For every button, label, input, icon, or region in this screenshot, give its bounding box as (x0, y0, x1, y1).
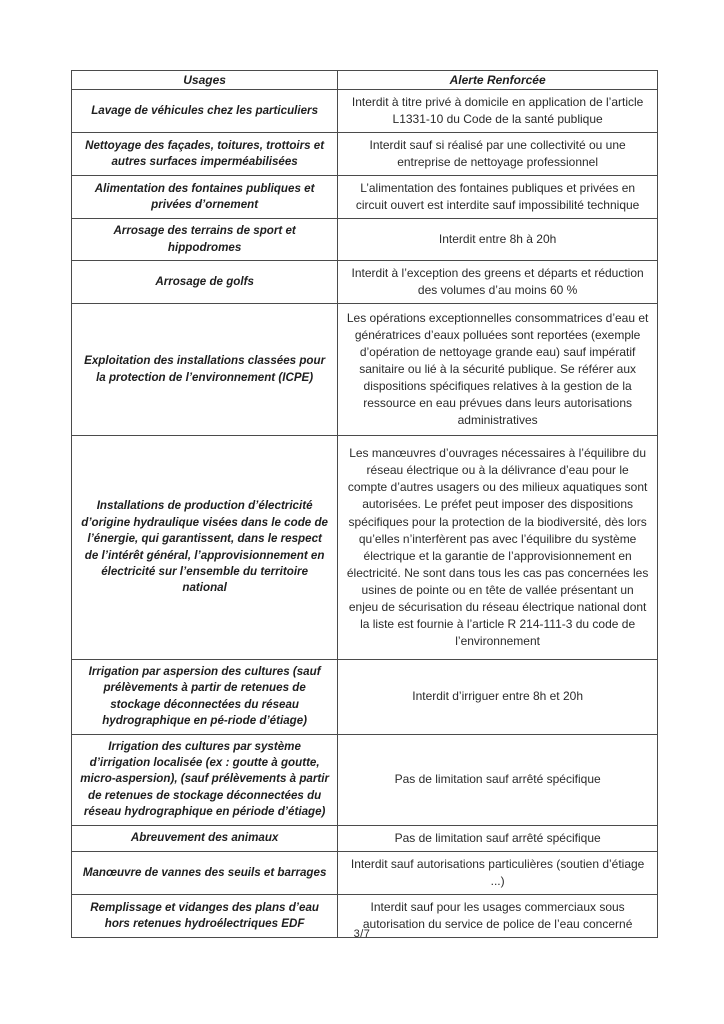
measure-cell: Interdit sauf si réalisé par une collectivité ou une entreprise de nettoyage professionnel (338, 133, 658, 176)
table-row (72, 176, 658, 219)
water-restrictions-table (71, 70, 658, 938)
table-row (72, 261, 658, 304)
measure-cell: Pas de limitation sauf arrêté spécifique (338, 825, 658, 851)
measure-cell: Interdit sauf autorisations particulières (soutien d’étiage ...) (338, 851, 658, 894)
measure-cell: Interdit à titre privé à domicile en application de l’article L1331-10 du Code de la santé publique (338, 90, 658, 133)
measure-cell: L’alimentation des fontaines publiques et privées en circuit ouvert est interdite sauf impossibilité technique (338, 176, 658, 219)
measure-cell: Interdit entre 8h à 20h (338, 219, 658, 261)
table-body (72, 90, 658, 938)
table-row (72, 659, 658, 734)
measure-cell: Interdit sauf pour les usages commerciaux sous autorisation du service de police de l’eau concerné (338, 894, 658, 937)
column-header-usages: Usages (72, 71, 338, 90)
usage-cell: Nettoyage des façades, toitures, trottoirs et autres surfaces imperméabilisées (72, 133, 338, 176)
header-row (72, 71, 658, 90)
measure-cell: Les manœuvres d’ouvrages nécessaires à l’équilibre du réseau électrique ou à la délivrance d’eau pour le compte d’autres usagers ou des milieux aquatiques sont autorisées. Le préfet peut imposer des dispositions spécifiques pour la protection de la biodiversité, dès lors qu’elles n’interfèrent pas avec l’équilibre du système électrique et la garantie de l’approvisionnement en électricité. Ne sont dans tous les cas pas concernées les usines de pointe ou en tête de vallée présentant un enjeu de sécurisation du réseau électrique national dont la liste est fournie à l’article R 214-111-3 du code de l’environnement (338, 436, 658, 659)
table-row (72, 825, 658, 851)
usage-cell: Alimentation des fontaines publiques et privées d’ornement (72, 176, 338, 219)
usage-cell: Manœuvre de vannes des seuils et barrages (72, 851, 338, 894)
usage-cell: Irrigation par aspersion des cultures (sauf prélèvements à partir de retenues de stockage déconnectées du réseau hydrographique en pé-riode d’étiage) (72, 659, 338, 734)
table-row (72, 90, 658, 133)
usage-cell: Irrigation des cultures par système d’irrigation localisée (ex : goutte à goutte, micro-aspersion), (sauf prélèvements à partir de retenues de stockage déconnectées du réseau hydrographique en période d’étiage) (72, 734, 338, 825)
usage-cell: Abreuvement des animaux (72, 825, 338, 851)
usage-cell: Arrosage de golfs (72, 261, 338, 304)
usage-cell: Remplissage et vidanges des plans d’eau hors retenues hydroélectriques EDF (72, 894, 338, 937)
table-row (72, 436, 658, 659)
usage-cell: Arrosage des terrains de sport et hippodromes (72, 219, 338, 261)
table-row (72, 734, 658, 825)
table-row (72, 851, 658, 894)
measure-cell: Interdit d’irriguer entre 8h et 20h (338, 659, 658, 734)
usage-cell: Lavage de véhicules chez les particuliers (72, 90, 338, 133)
page-number: 3/7 (353, 928, 371, 940)
measure-cell: Pas de limitation sauf arrêté spécifique (338, 734, 658, 825)
column-header-alerte-renforcee: Alerte Renforcée (338, 71, 658, 90)
usage-cell: Installations de production d’électricité d’origine hydraulique visées dans le code de l’énergie, qui garantissent, dans le respect de l’intérêt général, l’approvisionnement en électricité sur l’ensemble du territoire national (72, 436, 338, 659)
measure-cell: Interdit à l’exception des greens et départs et réduction des volumes d’au moins 60 % (338, 261, 658, 304)
usage-cell: Exploitation des installations classées pour la protection de l’environnement (ICPE) (72, 304, 338, 436)
table-header (72, 71, 658, 90)
table-row (72, 304, 658, 436)
table-row (72, 133, 658, 176)
table-row (72, 219, 658, 261)
measure-cell: Les opérations exceptionnelles consommatrices d’eau et génératrices d’eaux polluées sont reportées (exemple d’opération de nettoyage grande eau) sauf impératif sanitaire ou lié à la sécurité publique. Se référer aux dispositions spécifiques relatives à la gestion de la ressource en eau prévues dans leurs autorisations administratives (338, 304, 658, 436)
